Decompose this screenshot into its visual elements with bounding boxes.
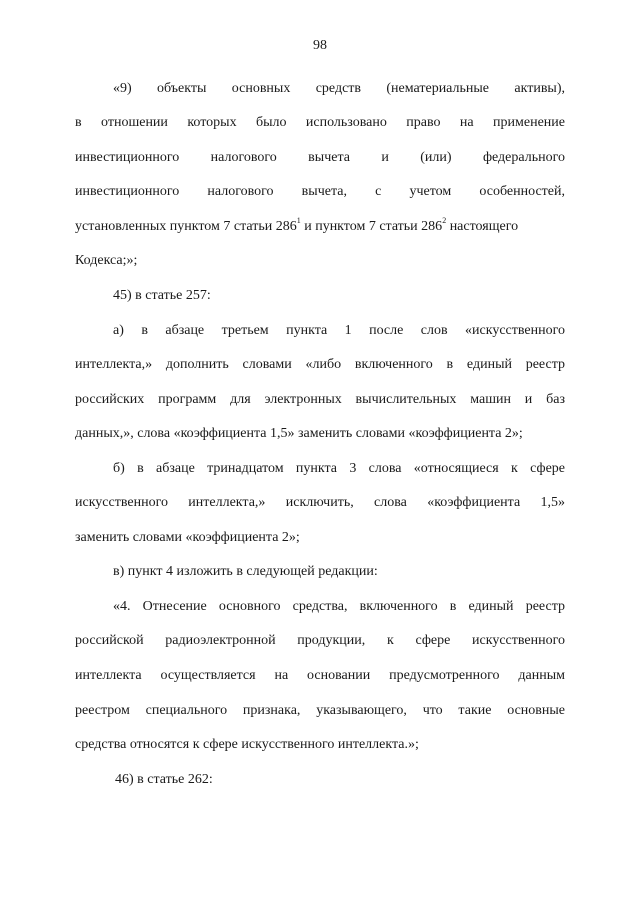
- text-line: в) пункт 4 изложить в следующей редакции:: [113, 564, 378, 579]
- text-line: б) в абзаце тринадцатом пункта 3 слова «относящиеся к сфере: [113, 461, 565, 476]
- text-line: интеллекта,» дополнить словами «либо включенного в единый реестр: [75, 357, 565, 372]
- text-line: реестром специального признака, указывающего, что такие основные: [75, 703, 565, 718]
- text-line: данных,», слова «коэффициента 1,5» заменить словами «коэффициента 2»;: [75, 426, 523, 441]
- text-line: искусственного интеллекта,» исключить, слова «коэффициента 1,5»: [75, 495, 565, 510]
- text-line: «9) объекты основных средств (нематериальные активы),: [113, 81, 565, 96]
- text-line: Кодекса;»;: [75, 253, 138, 268]
- page-number: 98: [313, 38, 327, 53]
- text-line: заменить словами «коэффициента 2»;: [75, 530, 300, 545]
- text-line: а) в абзаце третьем пункта 1 после слов «искусственного: [113, 323, 565, 338]
- text-line: инвестиционного налогового вычета и (или) федерального: [75, 150, 565, 165]
- text-fragment: и пунктом 7 статьи 286: [300, 219, 443, 234]
- text-line: российской радиоэлектронной продукции, к сфере искусственного: [75, 633, 565, 648]
- text-line: в отношении которых было использовано право на применение: [75, 115, 565, 130]
- text-line: российских программ для электронных вычислительных машин и баз: [75, 392, 565, 407]
- text-line: интеллекта осуществляется на основании предусмотренного данным: [75, 668, 565, 683]
- text-fragment: настоящего: [446, 219, 519, 234]
- text-fragment: установленных пунктом 7 статьи 286: [75, 219, 297, 234]
- text-line: 45) в статье 257:: [113, 288, 211, 303]
- text-line: 46) в статье 262:: [115, 772, 213, 787]
- superscript: 1: [296, 216, 301, 226]
- text-line: инвестиционного налогового вычета, с учетом особенностей,: [75, 184, 565, 199]
- text-line: «4. Отнесение основного средства, включенного в единый реестр: [113, 599, 565, 614]
- superscript: 2: [442, 216, 447, 226]
- text-line: средства относятся к сфере искусственного интеллекта.»;: [75, 737, 419, 752]
- text-line: [75, 217, 565, 237]
